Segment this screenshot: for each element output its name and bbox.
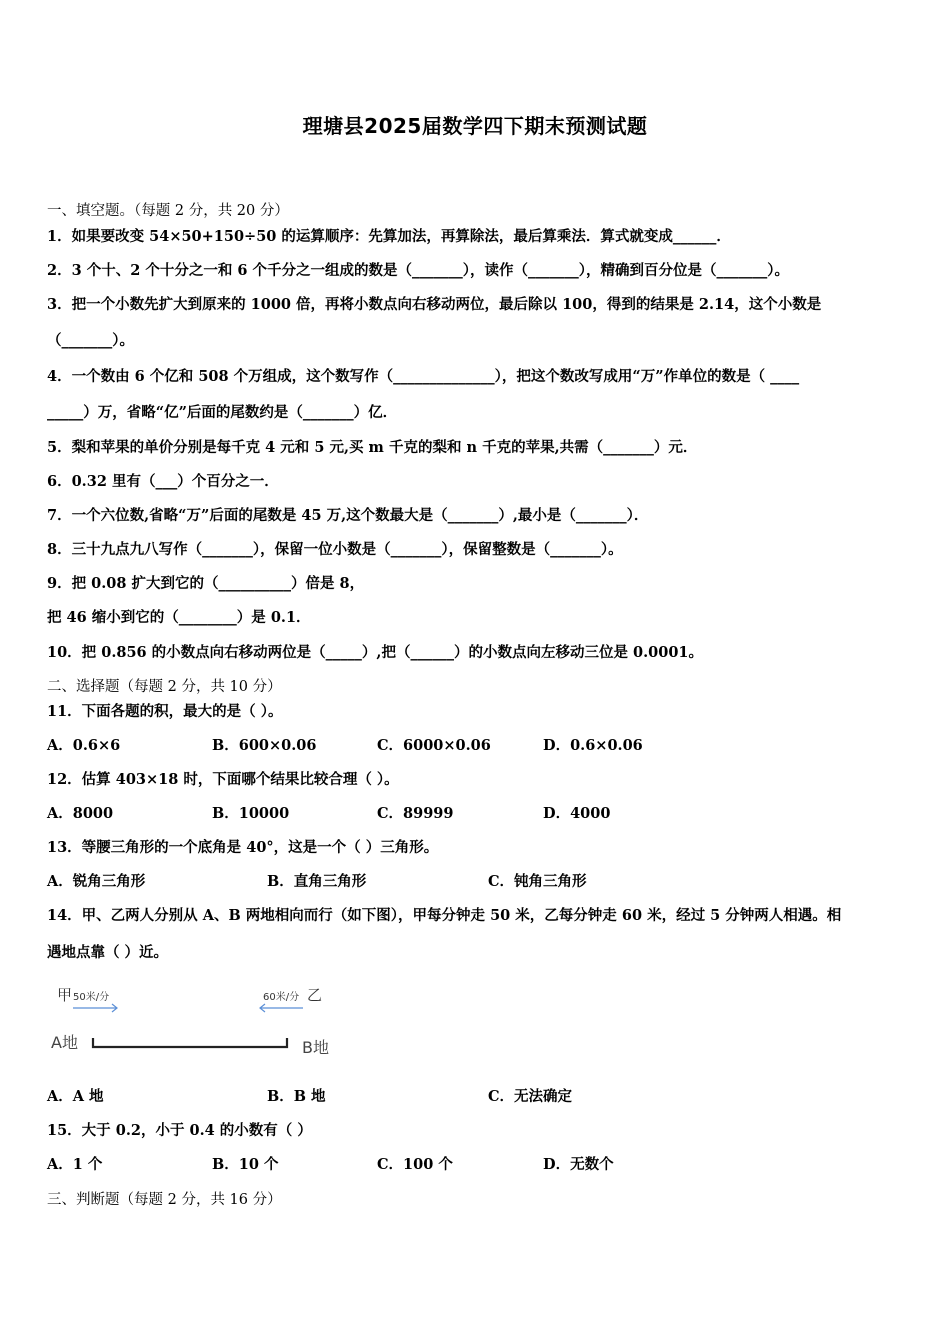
q15-option-d: D．无数个 (543, 1156, 614, 1173)
question-9-line-1: 9．把 0.08 扩大到它的（__________）倍是 8， (47, 575, 365, 592)
jia-label: 甲 (57, 986, 73, 1004)
b-place-label: B地 (302, 1038, 329, 1057)
q13-option-c: C．钝角三角形 (488, 873, 587, 890)
q12-option-c: C．89999 (377, 805, 454, 822)
question-15: 15．大于 0.2，小于 0.4 的小数有（ ） (47, 1122, 312, 1139)
q15-option-c: C．100 个 (377, 1156, 453, 1173)
question-11: 11．下面各题的积，最大的是（ ）。 (47, 703, 283, 720)
yi-label: 乙 (307, 986, 323, 1004)
question-8: 8．三十九点九八写作（_______），保留一位小数是（_______），保留整数是（_______）。 (47, 541, 623, 558)
q14-option-c: C．无法确定 (488, 1088, 573, 1105)
section-heading-judgement: 三、判断题（每题 2 分，共 16 分） (47, 1192, 282, 1208)
section-heading-fill-blank: 一、填空题。（每题 2 分，共 20 分） (47, 203, 289, 219)
q14-option-b: B．B 地 (267, 1088, 326, 1105)
question-2: 2．3 个十、2 个十分之一和 6 个千分之一组成的数是（_______），读作（_______），精确到百分位是（_______）。 (47, 262, 790, 279)
question-3-line-2: （_______）。 (47, 332, 134, 349)
q11-option-b: B．600×0.06 (212, 737, 317, 754)
q11-option-c: C．6000×0.06 (377, 737, 491, 754)
question-7: 7．一个六位数,省略“万”后面的尾数是 45 万,这个数最大是（_______）,最小是（_______）． (47, 507, 649, 524)
question-12: 12．估算 403×18 时，下面哪个结果比较合理（ ）。 (47, 771, 399, 788)
q12-option-d: D．4000 (543, 805, 611, 822)
distance-segment (93, 1038, 287, 1047)
question-14-line-2: 遇地点靠（ ）近。 (47, 944, 169, 961)
a-place-label: A地 (51, 1033, 78, 1052)
question-13: 13．等腰三角形的一个底角是 40°，这是一个（ ）三角形。 (47, 839, 439, 856)
q11-option-d: D．0.6×0.06 (543, 737, 643, 754)
q13-option-a: A．锐角三角形 (47, 873, 146, 890)
question-4-line-1: 4．一个数由 6 个亿和 508 个万组成，这个数写作（______________），把这个数改写成用“万”作单位的数是（ ____ (47, 368, 800, 385)
q12-option-b: B．10000 (212, 805, 290, 822)
yi-speed-label: 60米/分 (263, 992, 300, 1003)
question-4-line-2: _____）万，省略“亿”后面的尾数约是（_______）亿． (47, 404, 398, 421)
q12-option-a: A．8000 (47, 805, 114, 822)
q11-option-a: A．0.6×6 (47, 737, 121, 754)
q15-option-a: A．1 个 (47, 1156, 103, 1173)
q14-option-a: A．A 地 (47, 1088, 104, 1105)
meeting-diagram (47, 980, 347, 1065)
question-5: 5．梨和苹果的单价分别是每千克 4 元和 5 元,买 m 千克的梨和 n 千克的苹果,共需（_______）元． (47, 439, 698, 456)
page-title: 理塘县2025届数学四下期末预测试题 (302, 114, 648, 138)
question-3-line-1: 3．把一个小数先扩大到原来的 1000 倍，再将小数点向右移动两位，最后除以 100，得到的结果是 2.14，这个小数是 (47, 296, 822, 313)
question-10: 10．把 0.856 的小数点向右移动两位是（_____）,把（______）的小数点向左移动三位是 0.0001。 (47, 644, 704, 661)
question-6: 6．0.32 里有（___）个百分之一． (47, 473, 279, 490)
q13-option-b: B．直角三角形 (267, 873, 367, 890)
jia-speed-label: 50米/分 (73, 992, 110, 1003)
question-14-line-1: 14．甲、乙两人分别从 A、B 两地相向而行（如下图），甲每分钟走 50 米，乙每分钟走 60 米，经过 5 分钟两人相遇。相 (47, 907, 842, 924)
question-9-line-2: 把 46 缩小到它的（________）是 0.1． (47, 609, 311, 626)
question-1: 1．如果要改变 54×50+150÷50 的运算顺序：先算加法，再算除法，最后算乘法．算式就变成______． (47, 228, 731, 245)
section-heading-choice: 二、选择题（每题 2 分，共 10 分） (47, 679, 282, 695)
q15-option-b: B．10 个 (212, 1156, 279, 1173)
